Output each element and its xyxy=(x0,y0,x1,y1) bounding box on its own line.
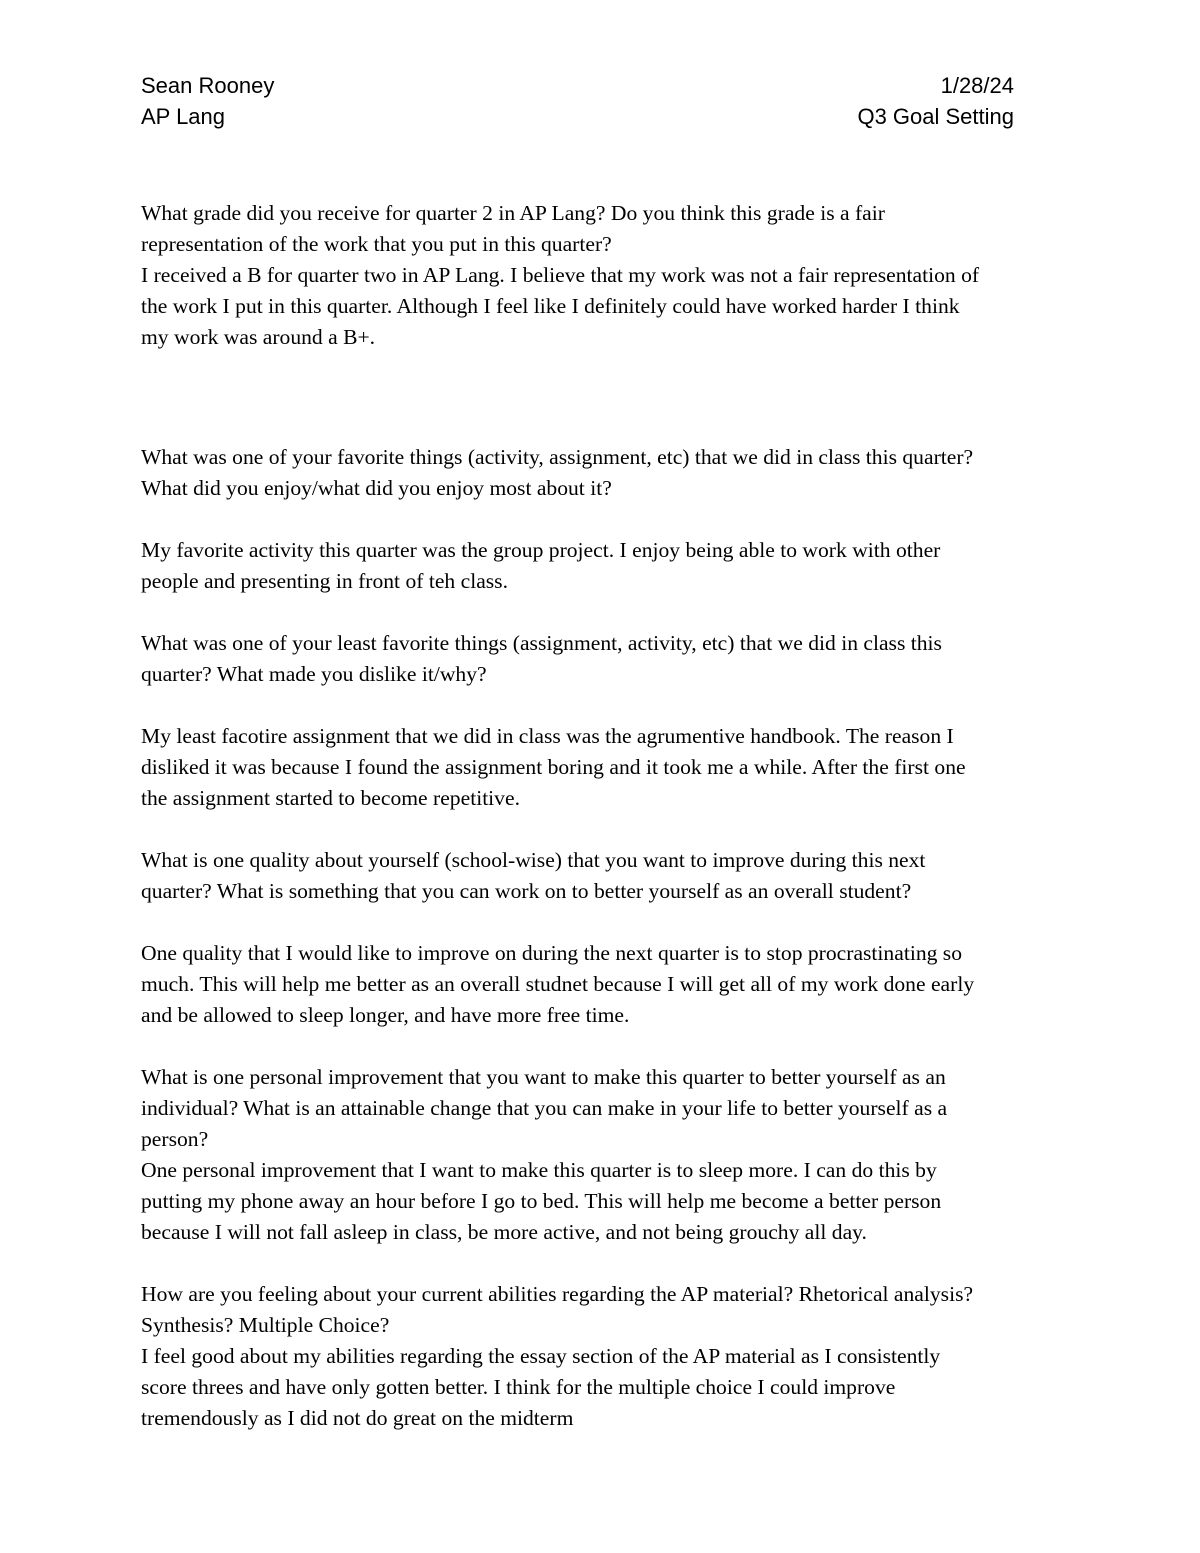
spacer xyxy=(141,1248,1071,1279)
question-line: Synthesis? Multiple Choice? xyxy=(141,1313,390,1337)
answer-line: the assignment started to become repetitive. xyxy=(141,786,520,810)
spacer xyxy=(141,690,1071,721)
answer-block-5 xyxy=(141,1155,1071,1248)
answer-line: One personal improvement that I want to make this quarter is to sleep more. I can do this by xyxy=(141,1158,937,1182)
spacer xyxy=(141,597,1071,628)
answer-line: One quality that I would like to improve on during the next quarter is to stop procrastinating so xyxy=(141,941,963,965)
header-row-2 xyxy=(141,101,1014,132)
question-line: representation of the work that you put in this quarter? xyxy=(141,232,612,256)
answer-line: my work was around a B+. xyxy=(141,325,376,349)
question-line: quarter? What is something that you can work on to better yourself as an overall student? xyxy=(141,879,912,903)
document-body xyxy=(141,198,1071,1434)
question-block-1 xyxy=(141,198,1071,260)
answer-line: disliked it was because I found the assignment boring and it took me a while. After the first one xyxy=(141,755,966,779)
question-line: What grade did you receive for quarter 2 in AP Lang? Do you think this grade is a fair xyxy=(141,201,885,225)
answer-block-2 xyxy=(141,535,1071,597)
answer-block-3 xyxy=(141,721,1071,814)
answer-block-1 xyxy=(141,260,1071,353)
question-line: What is one quality about yourself (school-wise) that you want to improve during this next xyxy=(141,848,926,872)
question-block-2 xyxy=(141,442,1071,504)
question-block-5 xyxy=(141,1062,1071,1155)
answer-line: My least facotire assignment that we did in class was the agrumentive handbook. The reason I xyxy=(141,724,954,748)
spacer xyxy=(141,415,1071,442)
assignment-title: Q3 Goal Setting xyxy=(857,104,1014,129)
spacer xyxy=(141,814,1071,845)
question-line: person? xyxy=(141,1127,209,1151)
answer-block-4 xyxy=(141,938,1071,1031)
answer-line: people and presenting in front of teh class. xyxy=(141,569,508,593)
answer-line: tremendously as I did not do great on the midterm xyxy=(141,1406,574,1430)
answer-line: My favorite activity this quarter was the group project. I enjoy being able to work with other xyxy=(141,538,941,562)
answer-line: much. This will help me better as an overall studnet because I will get all of my work done early xyxy=(141,972,975,996)
question-line: What is one personal improvement that you want to make this quarter to better yourself as an xyxy=(141,1065,946,1089)
spacer xyxy=(141,1031,1071,1062)
question-line: What did you enjoy/what did you enjoy most about it? xyxy=(141,476,612,500)
course-name: AP Lang xyxy=(141,104,226,129)
answer-line: score threes and have only gotten better. I think for the multiple choice I could improve xyxy=(141,1375,896,1399)
answer-line: I received a B for quarter two in AP Lang. I believe that my work was not a fair representation of xyxy=(141,263,980,287)
question-line: individual? What is an attainable change that you can make in your life to better yourself as a xyxy=(141,1096,948,1120)
question-line: What was one of your least favorite things (assignment, activity, etc) that we did in class this xyxy=(141,631,942,655)
answer-line: I feel good about my abilities regarding the essay section of the AP material as I consistently xyxy=(141,1344,941,1368)
question-line: How are you feeling about your current abilities regarding the AP material? Rhetorical analysis? xyxy=(141,1282,974,1306)
answer-line: and be allowed to sleep longer, and have more free time. xyxy=(141,1003,630,1027)
question-block-4 xyxy=(141,845,1071,907)
answer-line: because I will not fall asleep in class, be more active, and not being grouchy all day. xyxy=(141,1220,867,1244)
student-name: Sean Rooney xyxy=(141,73,275,98)
question-line: quarter? What made you dislike it/why? xyxy=(141,662,487,686)
question-block-3 xyxy=(141,628,1071,690)
header-row-1 xyxy=(141,70,1014,101)
answer-line: the work I put in this quarter. Although I feel like I definitely could have worked harder I think xyxy=(141,294,960,318)
answer-block-6 xyxy=(141,1341,1071,1434)
spacer xyxy=(141,353,1071,415)
question-block-6 xyxy=(141,1279,1071,1341)
question-line: What was one of your favorite things (activity, assignment, etc) that we did in class this quarter? xyxy=(141,445,974,469)
document-header xyxy=(141,70,1014,132)
spacer xyxy=(141,504,1071,535)
spacer xyxy=(141,907,1071,938)
document-date: 1/28/24 xyxy=(940,73,1014,98)
answer-line: putting my phone away an hour before I go to bed. This will help me become a better person xyxy=(141,1189,942,1213)
